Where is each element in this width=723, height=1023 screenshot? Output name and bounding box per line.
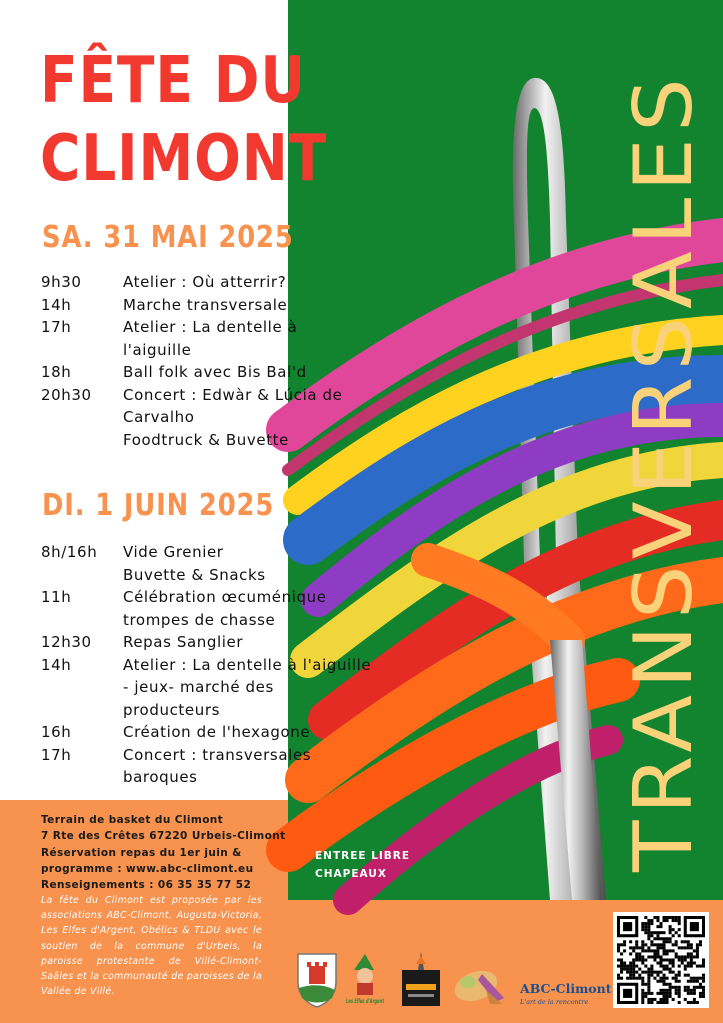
organizers-credit: La fête du Climont est proposée par les associations ABC-Climont, Augusta-Victoria, Les Elfes d'Argent, Obélics & TLDU avec le soutien de la commune d'Urbeis, la paroisse protestante de Villé-Climont-Saâles et la communauté de paroisses de la Vallée de Villé.	[41, 895, 262, 998]
qr-code-pattern	[617, 916, 705, 1004]
vertical-title	[605, 60, 715, 880]
event-text: Atelier : Où atterrir?	[123, 273, 287, 291]
schedule-row	[41, 744, 421, 789]
event-text: Célébration œcuménique trompes de chasse	[123, 588, 327, 629]
schedule-row	[41, 541, 421, 564]
abc-climont-tagline: L'art de la rencontre	[520, 998, 589, 1006]
event-text: Vide Grenier	[123, 543, 224, 561]
entree-line-2: CHAPEAUX	[315, 868, 387, 880]
event-text: Foodtruck & Buvette	[123, 430, 289, 449]
title-line-2: CLIMONT	[40, 122, 328, 196]
schedule-row	[41, 316, 421, 361]
event-time: 14h	[41, 655, 72, 674]
qr-code[interactable]	[613, 912, 709, 1008]
schedule-row	[41, 586, 421, 631]
schedule-row	[41, 361, 421, 384]
saturday-heading: SA. 31 MAI 2025	[42, 220, 294, 255]
schedule-row	[41, 271, 421, 294]
sunday-schedule	[41, 541, 421, 789]
schedule-row	[41, 631, 421, 654]
event-text: Création de l'hexagone	[123, 723, 311, 741]
elfes-argent-logo	[344, 952, 386, 1008]
event-text: Atelier : La dentelle à l'aiguille - jeux- marché des producteurs	[123, 655, 372, 719]
event-time: 11h	[41, 588, 72, 606]
event-time: 12h30	[41, 633, 92, 651]
event-text: Ball folk avec Bis Bal'd	[123, 363, 307, 381]
event-time: 14h	[41, 295, 72, 314]
event-time: 16h	[41, 723, 72, 741]
event-time: 9h30	[41, 273, 82, 291]
entree-line-1: ENTREE LIBRE	[315, 850, 411, 862]
schedule-row	[41, 294, 421, 317]
contact-phone: Renseignements : 06 35 35 77 52	[41, 879, 252, 892]
sunday-heading: DI. 1 JUIN 2025	[42, 488, 275, 523]
schedule-row	[41, 721, 421, 744]
coat-of-arms-icon	[296, 952, 338, 1008]
event-text: Repas Sanglier	[123, 633, 244, 651]
schedule-row	[41, 654, 421, 722]
tldu-logo	[452, 964, 508, 1006]
vertical-title-text: TRANSVERSALES	[617, 113, 710, 872]
practical-info	[41, 812, 286, 893]
elfes-logo-text: Les Elfes d'Argent	[346, 997, 385, 1005]
title-line-1: FÊTE DU	[40, 44, 306, 118]
event-text: Marche transversale	[123, 295, 288, 314]
schedule-row	[41, 564, 421, 587]
event-text: Concert : transversales baroques	[123, 745, 312, 786]
abc-climont-logo-name: ABC-Climont	[520, 981, 612, 996]
event-text: Concert : Edwàr & Lúcia de Carvalho	[123, 385, 343, 426]
event-time: 8h/16h	[41, 543, 98, 561]
event-time: 17h	[41, 745, 72, 764]
event-text: Buvette & Snacks	[123, 565, 266, 584]
venue: Terrain de basket du Climont	[41, 814, 224, 826]
schedule-row	[41, 429, 421, 452]
event-time	[41, 429, 123, 452]
event-time: 20h30	[41, 385, 92, 404]
schedule-row	[41, 384, 421, 429]
event-time: 18h	[41, 363, 72, 381]
event-title	[40, 42, 328, 198]
event-time	[41, 564, 123, 587]
reservation: Réservation repas du 1er juin & programme : www.abc-climont.eu	[41, 846, 254, 875]
obelics-logo	[400, 950, 442, 1008]
saturday-schedule	[41, 271, 421, 451]
event-time: 17h	[41, 318, 72, 336]
address: 7 Rte des Crêtes 67220 Urbeis-Climont	[41, 830, 286, 843]
free-entry-notice	[315, 847, 410, 883]
event-text: Atelier : La dentelle à l'aiguille	[123, 318, 298, 359]
